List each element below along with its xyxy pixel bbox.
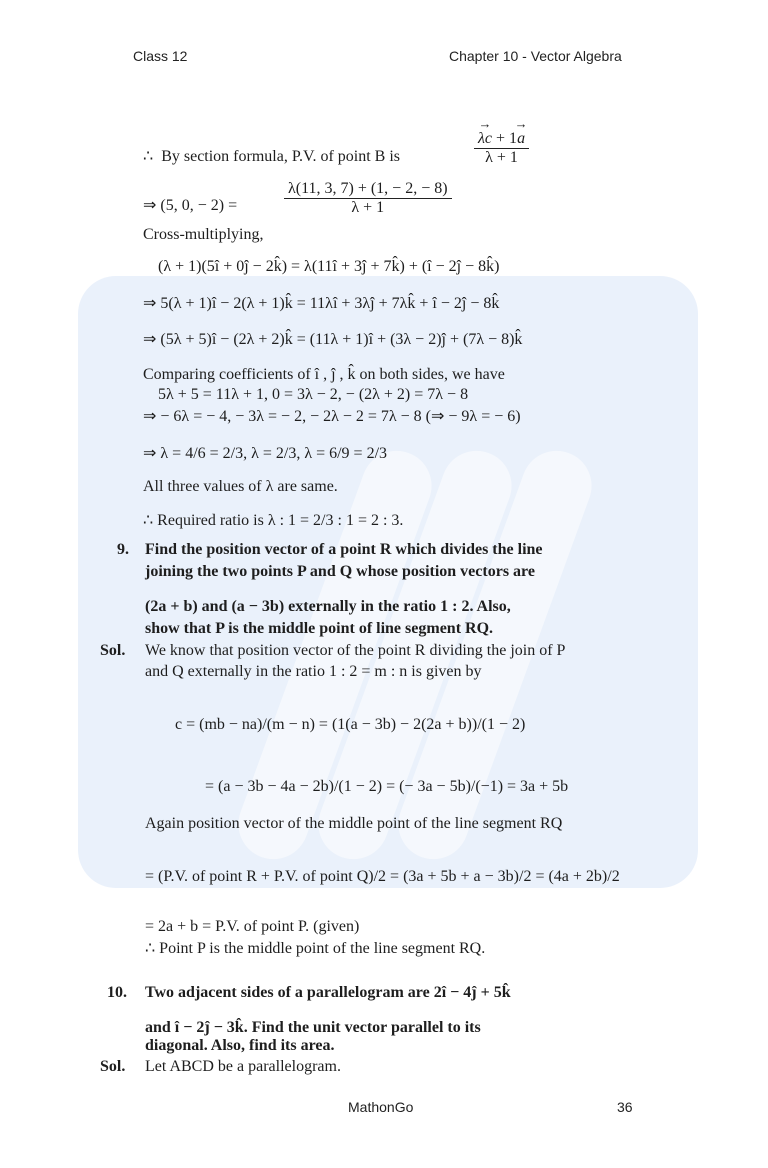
- equation-midpoint: = (P.V. of point R + P.V. of point Q)/2 = (3a + 5b + a − 3b)/2 = (4a + 2b)/2: [145, 868, 620, 885]
- equation-6-lambda: ⇒ λ = 4/6 = 2/3, λ = 2/3, λ = 6/9 = 2/3: [143, 445, 388, 462]
- equation-5: ⇒ − 6λ = − 4, − 3λ = − 2, − 2λ − 2 = 7λ − 8 (⇒ − 9λ = − 6): [143, 408, 521, 425]
- required-ratio: ∴ Required ratio is λ : 1 = 2/3 : 1 = 2 : 3.: [143, 512, 404, 529]
- solution-label: Sol.: [100, 642, 126, 659]
- question-9-line-1: Find the position vector of a point R which divides the line: [145, 541, 543, 558]
- eq-substitution-lhs: ⇒ (5, 0, − 2) =: [143, 197, 238, 214]
- solution-10-label: Sol.: [100, 1058, 126, 1075]
- equation-c-external: c = (mb − na)/(m − n) = (1(a − 3b) − 2(2a + b))/(1 − 2): [175, 716, 526, 733]
- therefore-symbol: ∴: [143, 148, 162, 165]
- comparing-coefficients: Comparing coefficients of î , ĵ , k̂ on both sides, we have: [143, 366, 505, 383]
- conclusion-midpoint: ∴ Point P is the middle point of the line segment RQ.: [145, 940, 486, 957]
- cross-multiplying: Cross-multiplying,: [143, 226, 264, 243]
- question-9-line-3: (2a + b) and (a − 3b) externally in the ratio 1 : 2. Also,: [145, 598, 511, 615]
- question-10-line-2: and î − 2ĵ − 3k̂. Find the unit vector parallel to its: [145, 1019, 481, 1036]
- header-class: Class 12: [133, 48, 188, 64]
- equation-3: ⇒ (5λ + 5)î − (2λ + 2)k̂ = (11λ + 1)î + (3λ − 2)ĵ + (7λ − 8)k̂: [143, 331, 523, 348]
- question-9-line-2: joining the two points P and Q whose position vectors are: [145, 563, 535, 580]
- equation-2: ⇒ 5(λ + 1)î − 2(λ + 1)k̂ = 11λî + 3λĵ + 7λk̂ + î − 2ĵ − 8k̂: [143, 295, 500, 312]
- all-three-same: All three values of λ are same.: [143, 478, 338, 495]
- section-formula-fraction: → λc + 1→ a λ + 1: [474, 130, 529, 167]
- question-10-line-3: diagonal. Also, find its area.: [145, 1037, 335, 1054]
- eq-substitution-fraction: λ(11, 3, 7) + (1, − 2, − 8) λ + 1: [284, 180, 452, 217]
- solution-9-line-2: and Q externally in the ratio 1 : 2 = m : n is given by: [145, 663, 482, 680]
- equation-1: (λ + 1)(5î + 0ĵ − 2k̂) = λ(11î + 3ĵ + 7k̂) + (î − 2ĵ − 8k̂): [158, 258, 500, 275]
- equation-pv-p: = 2a + b = P.V. of point P. (given): [145, 918, 360, 935]
- again-position-vector: Again position vector of the middle point of the line segment RQ: [145, 815, 563, 832]
- equation-4: 5λ + 5 = 11λ + 1, 0 = 3λ − 2, − (2λ + 2) = 7λ − 8: [158, 386, 469, 403]
- solution-9-line-1: We know that position vector of the point R dividing the join of P: [145, 642, 566, 659]
- therefore-section-formula: ∴ By section formula, P.V. of point B is: [143, 148, 401, 165]
- question-9-number: 9.: [117, 541, 129, 558]
- header-chapter: Chapter 10 - Vector Algebra: [449, 48, 622, 64]
- question-9-line-4: show that P is the middle point of line segment RQ.: [145, 620, 494, 637]
- page-number: 36: [617, 1099, 633, 1115]
- footer-brand: MathonGo: [348, 1099, 414, 1115]
- question-10-line-1: Two adjacent sides of a parallelogram are 2î − 4ĵ + 5k̂: [145, 984, 511, 1001]
- question-10-number: 10.: [107, 984, 127, 1001]
- solution-10-line-1: Let ABCD be a parallelogram.: [145, 1058, 341, 1075]
- equation-c-simplified: = (a − 3b − 4a − 2b)/(1 − 2) = (− 3a − 5b)/(−1) = 3a + 5b: [205, 778, 569, 795]
